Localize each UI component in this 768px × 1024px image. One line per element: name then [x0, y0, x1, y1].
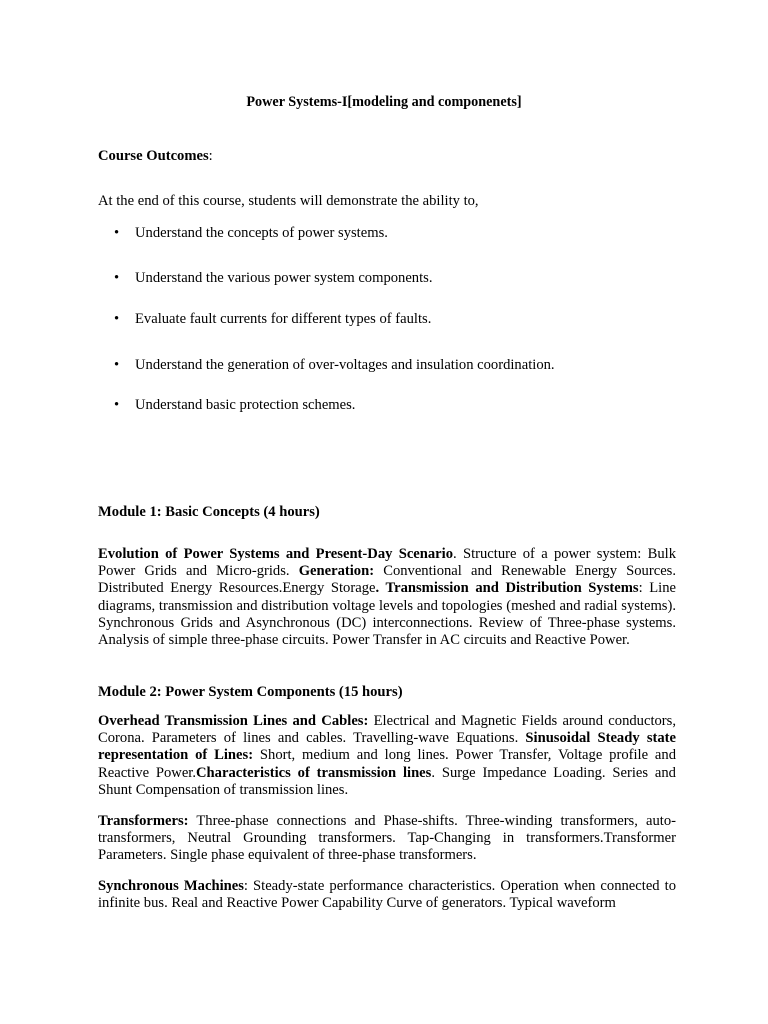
bullet-icon: •: [114, 225, 120, 241]
course-outcomes-label: Course Outcomes: [98, 148, 209, 164]
bullet-icon: •: [114, 357, 120, 373]
module1-text: . Structure of a power system: Bulk Power Grids and Micro-grids.: [98, 546, 676, 580]
intro-text: At the end of this course, students will demonstrate the ability to,: [98, 193, 479, 209]
module2-heading: Module 2: Power System Components (15 hours): [98, 684, 403, 700]
module2-bold-synchronous: Synchronous Machines: [98, 878, 244, 894]
module2-paragraph-synchronous: [98, 878, 676, 912]
module2-bold-overhead: Overhead Transmission Lines and Cables:: [98, 713, 369, 729]
outcome-text: Understand the various power system components.: [135, 270, 433, 286]
module2-bold-sinusoidal: Sinusoidal Steady state representation of Lines:: [98, 730, 676, 764]
course-outcomes-heading: [98, 148, 213, 165]
course-outcomes-colon: :: [208, 148, 213, 164]
module2-text: Three-phase connections and Phase-shifts. Three-winding transformers, auto-transformers, Neutral Grounding transformers. Tap-Changing in transformers.Transformer Parameters. Single phase equivalent of three-phase transformers.: [98, 813, 676, 864]
module2-text: Electrical and Magnetic Fields around conductors, Corona. Parameters of lines and cables. Travelling-wave Equations.: [98, 713, 676, 747]
module1-text: Conventional and Renewable Energy Sources. Distributed Energy Resources.Energy Storage: [98, 563, 677, 597]
module1-bold-evolution: Evolution of Power Systems and Present-Day Scenario: [98, 546, 454, 562]
document-title: Power Systems-I[modeling and componenets]: [246, 94, 522, 110]
module2-paragraph-lines: [98, 713, 676, 799]
outcome-text: Understand the generation of over-voltages and insulation coordination.: [135, 357, 555, 373]
module1-heading: Module 1: Basic Concepts (4 hours): [98, 504, 320, 520]
module1-bold-transmission: . Transmission and Distribution Systems: [375, 580, 639, 597]
outcome-text: Understand basic protection schemes.: [135, 397, 356, 413]
bullet-icon: •: [114, 270, 120, 286]
bullet-icon: •: [114, 397, 120, 413]
module2-text: . Surge Impedance Loading. Series and Shunt Compensation of transmission lines.: [98, 764, 676, 798]
module2-paragraph-transformers: [98, 813, 676, 865]
module2-bold-characteristics: Characteristics of transmission lines: [196, 764, 432, 781]
bullet-icon: •: [114, 311, 120, 327]
outcome-text: Evaluate fault currents for different types of faults.: [135, 311, 432, 327]
outcome-text: Understand the concepts of power systems.: [135, 225, 388, 241]
module1-text: : Line diagrams, transmission and distribution voltage levels and topologies (meshed and radial systems). Synchronous Grids and Asynchronous (DC) interconnections. Review of Three-phase systems. Analysis of simple three-phase circuits. Power Transfer in AC circuits and Reactive Power.: [98, 580, 676, 649]
module1-bold-generation: Generation:: [298, 563, 375, 580]
module2-bold-transformers: Transformers:: [98, 813, 189, 829]
module2-text: Short, medium and long lines. Power Transfer, Voltage profile and Reactive Power.: [98, 747, 676, 781]
module2-text: : Steady-state performance characteristics. Operation when connected to infinite bus. Real and Reactive Power Capability Curve of generators. Typical waveform: [98, 878, 676, 912]
module1-paragraph: [98, 546, 676, 649]
